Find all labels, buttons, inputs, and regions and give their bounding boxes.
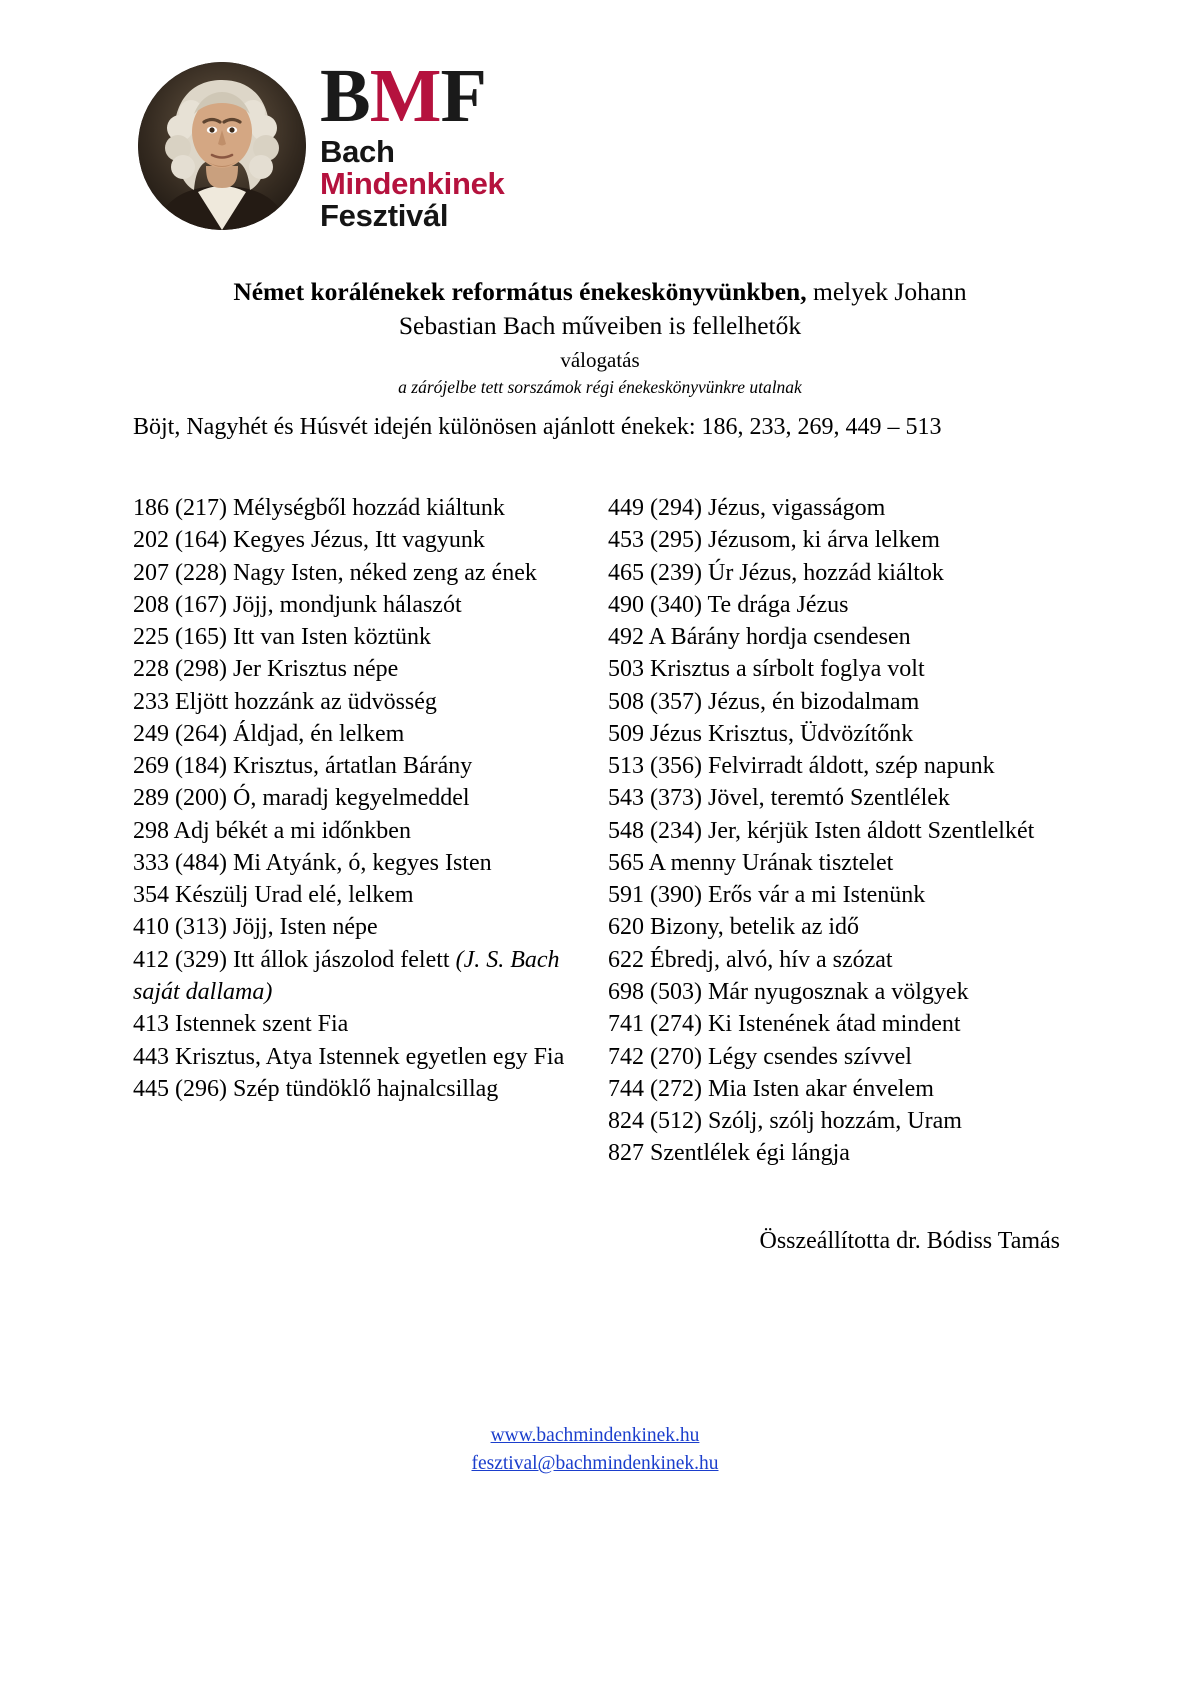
hymn-entry (608, 1073, 1053, 1105)
hymn-entry-text: 228 (298) Jer Krisztus népe (133, 656, 399, 683)
hymn-entry-text: 233 Eljött hozzánk az üdvösség (133, 688, 437, 715)
page-subtitle-note: a zárójelbe tett sorszámok régi énekeskönyvünkre utalnak (398, 377, 802, 398)
hymn-entry-text: 443 Krisztus, Atya Istennek egyetlen egy Fia (133, 1043, 565, 1070)
logo-acronym (320, 53, 504, 138)
hymn-entry (608, 879, 1053, 911)
hymn-entry (133, 1041, 578, 1073)
page-title (150, 275, 1050, 309)
hymn-entry (608, 1137, 1053, 1169)
hymn-entry-text: 249 (264) Áldjad, én lelkem (133, 720, 405, 747)
hymn-entry-text: 744 (272) Mia Isten akar énvelem (608, 1075, 934, 1102)
page-title-line2: Sebastian Bach műveiben is fellelhetők (398, 311, 802, 341)
hymn-entry (608, 492, 1053, 524)
hymn-entry (133, 621, 578, 653)
hymn-entry (608, 557, 1053, 589)
logo-acronym-f: F (440, 53, 486, 138)
hymn-entry-text: 449 (294) Jézus, vigasságom (608, 495, 886, 521)
hymn-entry (133, 492, 578, 524)
website-link[interactable]: www.bachmindenkinek.hu (490, 1425, 700, 1446)
hymn-entry-text: 492 A Bárány hordja csendesen (608, 624, 911, 651)
hymn-entry-text: 413 Istennek szent Fia (133, 1011, 349, 1038)
hymn-entry (608, 621, 1053, 653)
hymn-entry (608, 1008, 1053, 1040)
hymn-entry (133, 944, 578, 1009)
hymn-entry (608, 944, 1053, 976)
hymn-entry (608, 1105, 1053, 1137)
hymn-entry (608, 589, 1053, 621)
page-title-rest: melyek Johann (806, 277, 967, 306)
hymn-entry (608, 686, 1053, 718)
hymn-entry-text: 513 (356) Felvirradt áldott, szép napunk (608, 753, 995, 780)
hymn-entry (133, 879, 578, 911)
hymn-entry-text: 453 (295) Jézusom, ki árva lelkem (608, 527, 940, 554)
logo-wordmark (320, 53, 505, 233)
hymn-entry (133, 589, 578, 621)
hymn-entry-text: 508 (357) Jézus, én bizodalmam (608, 688, 920, 715)
hymn-entry (133, 524, 578, 556)
hymn-entry (608, 815, 1053, 847)
hymn-entry (608, 976, 1053, 1008)
hymn-entry-text: 186 (217) Mélységből hozzád kiáltunk (133, 495, 505, 521)
hymn-entry (133, 653, 578, 685)
hymn-entry-text: 620 Bizony, betelik az idő (608, 914, 860, 941)
hymn-entry-text: 269 (184) Krisztus, ártatlan Bárány (133, 753, 473, 780)
hymn-entry-text: 412 (329) Itt állok jászolod felett (133, 946, 456, 973)
footer (0, 1422, 1190, 1479)
logo-line-fesztival: Fesztivál (320, 197, 449, 233)
hymn-column-right (608, 492, 1053, 1170)
hymn-entry-text: 827 Szentlélek égi lángja (608, 1140, 850, 1167)
hymn-entry-text: 742 (270) Légy csendes szívvel (608, 1043, 912, 1070)
hymn-list (133, 492, 1053, 1170)
hymn-entry (608, 782, 1053, 814)
hymn-entry (608, 718, 1053, 750)
hymn-entry-text: 354 Készülj Urad elé, lelkem (133, 882, 414, 909)
hymn-entry-text: 503 Krisztus a sírbolt foglya volt (608, 656, 925, 683)
hymn-entry-text: 298 Adj békét a mi időnkben (133, 817, 411, 844)
hymn-entry (133, 750, 578, 782)
hymn-entry-text: 565 A menny Urának tisztelet (608, 849, 894, 876)
hymn-column-left (133, 492, 578, 1170)
logo-line-bach: Bach (320, 133, 395, 169)
hymn-entry (133, 911, 578, 943)
hymn-entry (133, 557, 578, 589)
logo-fullname (320, 133, 505, 233)
hymn-entry (133, 1008, 578, 1040)
hymn-entry-text: 509 Jézus Krisztus, Üdvözítőnk (608, 720, 914, 747)
hymn-entry (608, 911, 1053, 943)
hymn-entry-text: 490 (340) Te drága Jézus (608, 591, 849, 618)
hymn-entry-text: 333 (484) Mi Atyánk, ó, kegyes Isten (133, 849, 492, 876)
hymn-entry (133, 815, 578, 847)
hymn-entry-text: 202 (164) Kegyes Jézus, Itt vagyunk (133, 527, 485, 554)
hymn-entry (133, 1073, 578, 1105)
hymn-entry (608, 847, 1053, 879)
hymn-entry-text: 622 Ébredj, alvó, hív a szózat (608, 946, 893, 973)
logo-line-mindenkinek: Mindenkinek (320, 165, 505, 201)
hymn-entry (608, 653, 1053, 685)
hymn-entry (133, 718, 578, 750)
hymn-entry (608, 524, 1053, 556)
hymn-entry (133, 686, 578, 718)
logo-acronym-b: B (320, 53, 370, 138)
bach-portrait-illustration (138, 62, 306, 230)
festival-logo (138, 53, 538, 233)
hymn-entry (133, 782, 578, 814)
hymn-entry-text: 207 (228) Nagy Isten, néked zeng az ének (133, 559, 537, 586)
hymn-entry-text: 698 (503) Már nyugosznak a völgyek (608, 978, 969, 1005)
hymn-entry-text: 741 (274) Ki Istenének átad mindent (608, 1011, 961, 1038)
hymn-entry (608, 1041, 1053, 1073)
document-title-block (150, 275, 1050, 400)
hymn-entry-text: 445 (296) Szép tündöklő hajnalcsillag (133, 1075, 499, 1102)
hymn-entry-text: 824 (512) Szólj, szólj hozzám, Uram (608, 1108, 962, 1135)
hymn-entry (608, 750, 1053, 782)
attribution: Összeállította dr. Bódiss Tamás (759, 1228, 1060, 1254)
logo-acronym-m: M (369, 53, 441, 138)
hymn-entry-text: 465 (239) Úr Jézus, hozzád kiáltok (608, 559, 944, 586)
hymn-entry-text: 591 (390) Erős vár a mi Istenünk (608, 882, 926, 909)
hymn-entry-text: 543 (373) Jövel, teremtó Szentlélek (608, 785, 950, 812)
bach-portrait-icon (138, 62, 306, 230)
hymn-entry-text: 208 (167) Jöjj, mondjunk hálaszót (133, 591, 462, 618)
hymn-entry-text: 548 (234) Jer, kérjük Isten áldott Szentlelkét (608, 817, 1035, 844)
page-subtitle: válogatás (560, 347, 640, 372)
hymn-entry-text: 289 (200) Ó, maradj kegyelmeddel (133, 785, 470, 812)
hymn-entry (133, 847, 578, 879)
hymn-entry-text: 410 (313) Jöjj, Isten népe (133, 914, 378, 941)
intro-paragraph: Böjt, Nagyhét és Húsvét idején különösen ajánlott énekek: 186, 233, 269, 449 – 513 (133, 414, 942, 440)
hymn-entry-note: (J. S. Bach saját dallama) (133, 946, 560, 1005)
page-title-bold: Német korálénekek református énekeskönyvünkben, (233, 277, 807, 306)
hymn-entry-text: 225 (165) Itt van Isten köztünk (133, 624, 431, 651)
email-link[interactable]: fesztival@bachmindenkinek.hu (471, 1453, 719, 1475)
